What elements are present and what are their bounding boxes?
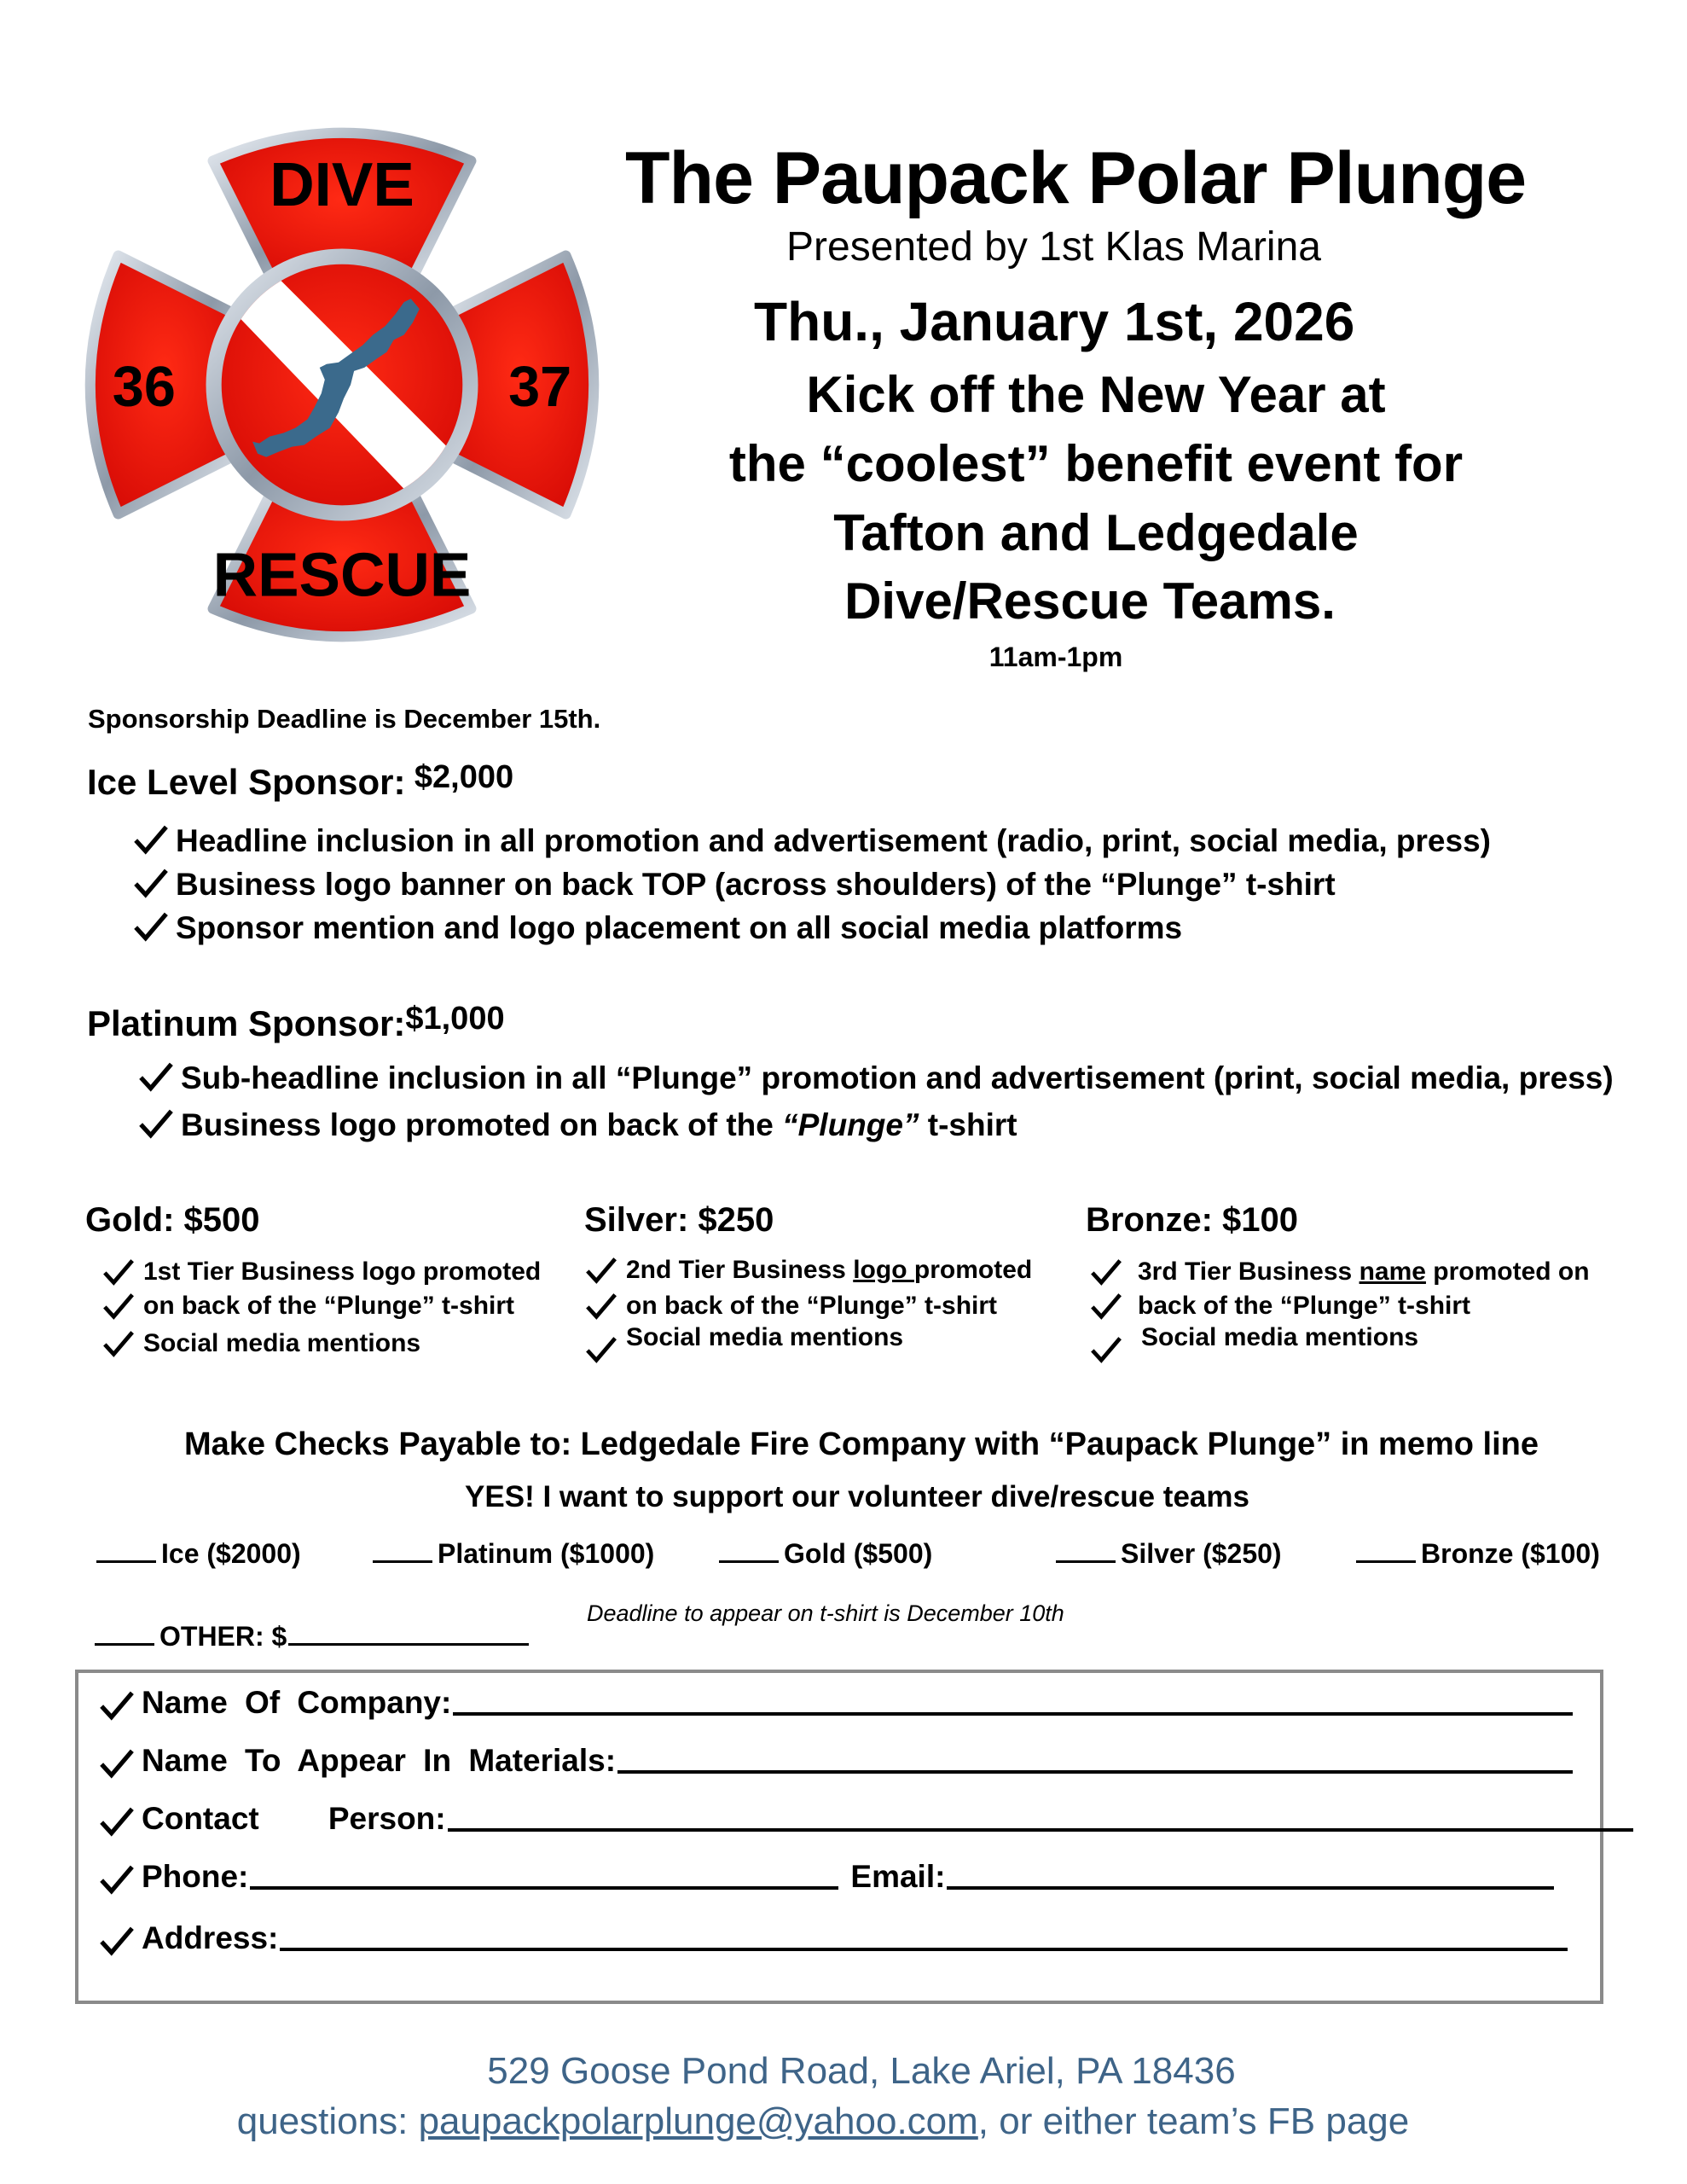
checkmark-icon bbox=[99, 1926, 135, 1956]
checkmark-icon bbox=[1090, 1335, 1122, 1364]
option-platinum[interactable]: Platinum ($1000) bbox=[373, 1538, 654, 1570]
checkmark-icon bbox=[99, 1748, 135, 1779]
tagline-line-2: the “coolest” benefit event for bbox=[728, 435, 1464, 492]
email-label: Email: bbox=[850, 1859, 946, 1894]
phone-email-row bbox=[99, 1859, 1554, 1895]
contact-person-row bbox=[99, 1801, 1633, 1837]
checkmark-icon bbox=[1090, 1292, 1122, 1321]
support-line: YES! I want to support our volunteer dive/rescue teams bbox=[465, 1480, 1249, 1513]
footer-address: 529 Goose Pond Road, Lake Ariel, PA 18436 bbox=[487, 2050, 1236, 2092]
sponsor-info-form bbox=[75, 1670, 1603, 2004]
presented-by: Presented by 1st Klas Marina bbox=[786, 224, 1321, 270]
platinum-heading bbox=[87, 1003, 505, 1044]
checkmark-icon bbox=[585, 1256, 617, 1285]
platinum-label: Platinum Sponsor: bbox=[87, 1003, 406, 1043]
ice-level-price: $2,000 bbox=[414, 759, 514, 795]
ice-benefit: Headline inclusion in all promotion and advertisement (radio, print, social media, press) bbox=[133, 823, 1491, 859]
platinum-benefit: Business logo promoted on back of the “Plunge” t-shirt bbox=[138, 1107, 1017, 1143]
contact-email-link[interactable]: paupackpolarplunge@yahoo.com bbox=[418, 2100, 978, 2142]
event-time: 11am-1pm bbox=[988, 642, 1123, 672]
footer-questions: questions: paupackpolarplunge@yahoo.com, or either team’s FB page bbox=[236, 2100, 1410, 2142]
checkmark-icon bbox=[138, 1061, 174, 1092]
dive-rescue-logo bbox=[67, 109, 617, 660]
tagline-line-1: Kick off the New Year at bbox=[806, 366, 1386, 423]
logo-bottom-text: RESCUE bbox=[212, 540, 472, 610]
company-name-label: Name Of Company: bbox=[142, 1685, 452, 1720]
checkmark-icon bbox=[133, 824, 169, 855]
maltese-cross-badge-icon bbox=[67, 109, 617, 660]
logo-top-text: DIVE bbox=[270, 150, 415, 220]
ice-benefit: Sponsor mention and logo placement on all social media platforms bbox=[133, 910, 1182, 946]
checkmark-icon bbox=[133, 868, 169, 898]
option-blank[interactable] bbox=[373, 1560, 432, 1563]
checkmark-icon bbox=[99, 1806, 135, 1837]
option-blank[interactable] bbox=[719, 1560, 779, 1563]
address-field[interactable] bbox=[280, 1948, 1568, 1951]
phone-label: Phone: bbox=[142, 1859, 249, 1894]
gold-benefit: Social media mentions bbox=[102, 1329, 420, 1358]
platinum-benefit: Sub-headline inclusion in all “Plunge” promotion and advertisement (print, social media, press) bbox=[138, 1060, 1614, 1096]
tagline-line-3: Tafton and Ledgedale bbox=[833, 504, 1359, 561]
option-blank[interactable] bbox=[95, 1643, 154, 1646]
option-gold[interactable]: Gold ($500) bbox=[719, 1538, 932, 1570]
option-blank[interactable] bbox=[1056, 1560, 1116, 1563]
materials-name-field[interactable] bbox=[617, 1770, 1573, 1774]
contact-person-field[interactable] bbox=[448, 1828, 1633, 1832]
logo-right-number: 37 bbox=[508, 356, 572, 420]
checkmark-icon bbox=[102, 1329, 135, 1358]
gold-benefit: on back of the “Plunge” t-shirt bbox=[102, 1292, 514, 1321]
checkmark-icon bbox=[99, 1690, 135, 1721]
other-amount-field[interactable] bbox=[288, 1643, 529, 1646]
bronze-benefit: back of the “Plunge” t-shirt bbox=[1090, 1292, 1470, 1321]
checkmark-icon bbox=[99, 1864, 135, 1895]
silver-benefit: 2nd Tier Business logo promoted bbox=[585, 1256, 1032, 1285]
checkmark-icon bbox=[138, 1108, 174, 1139]
bronze-heading: Bronze: $100 bbox=[1086, 1201, 1298, 1239]
checkmark-icon bbox=[585, 1335, 617, 1364]
ice-level-heading bbox=[87, 759, 514, 803]
materials-name-label: Name To Appear In Materials: bbox=[142, 1743, 617, 1778]
checkmark-icon bbox=[585, 1292, 617, 1321]
option-blank[interactable] bbox=[96, 1560, 156, 1563]
option-silver[interactable]: Silver ($250) bbox=[1056, 1538, 1282, 1570]
tshirt-deadline-note: Deadline to appear on t-shirt is December 10th bbox=[587, 1600, 1064, 1626]
silver-benefit: on back of the “Plunge” t-shirt bbox=[585, 1292, 997, 1321]
silver-heading: Silver: $250 bbox=[584, 1201, 774, 1239]
gold-heading: Gold: $500 bbox=[85, 1201, 260, 1239]
ice-level-label: Ice Level Sponsor: bbox=[87, 762, 406, 802]
checkmark-icon bbox=[1090, 1258, 1122, 1287]
silver-benefit: Social media mentions bbox=[585, 1323, 903, 1364]
tagline-line-4: Dive/Rescue Teams. bbox=[844, 572, 1336, 630]
checkmark-icon bbox=[133, 911, 169, 942]
event-date: Thu., January 1st, 2026 bbox=[754, 291, 1355, 352]
bronze-benefit: Social media mentions bbox=[1090, 1323, 1418, 1364]
bronze-benefit: 3rd Tier Business name promoted on bbox=[1090, 1258, 1590, 1287]
phone-field[interactable] bbox=[250, 1886, 838, 1890]
option-other[interactable]: OTHER: $ bbox=[95, 1621, 534, 1653]
option-blank[interactable] bbox=[1356, 1560, 1416, 1563]
company-name-field[interactable] bbox=[453, 1712, 1573, 1716]
company-name-row bbox=[99, 1685, 1573, 1721]
checkmark-icon bbox=[102, 1292, 135, 1321]
event-title: The Paupack Polar Plunge bbox=[625, 137, 1527, 219]
materials-name-row bbox=[99, 1743, 1573, 1779]
address-row bbox=[99, 1920, 1568, 1956]
sponsorship-deadline: Sponsorship Deadline is December 15th. bbox=[88, 704, 601, 734]
address-label: Address: bbox=[142, 1920, 279, 1955]
ice-benefit: Business logo banner on back TOP (across shoulders) of the “Plunge” t-shirt bbox=[133, 867, 1336, 903]
logo-left-number: 36 bbox=[112, 356, 176, 420]
option-bronze[interactable]: Bronze ($100) bbox=[1356, 1538, 1600, 1570]
option-ice[interactable]: Ice ($2000) bbox=[96, 1538, 301, 1570]
gold-benefit: 1st Tier Business logo promoted bbox=[102, 1258, 541, 1287]
contact-person-label: Contact Person: bbox=[142, 1801, 446, 1836]
platinum-price: $1,000 bbox=[405, 1001, 505, 1037]
checkmark-icon bbox=[102, 1258, 135, 1287]
checks-payable-text: Make Checks Payable to: Ledgedale Fire Company with “Paupack Plunge” in memo line bbox=[184, 1426, 1539, 1462]
email-field[interactable] bbox=[947, 1886, 1554, 1890]
